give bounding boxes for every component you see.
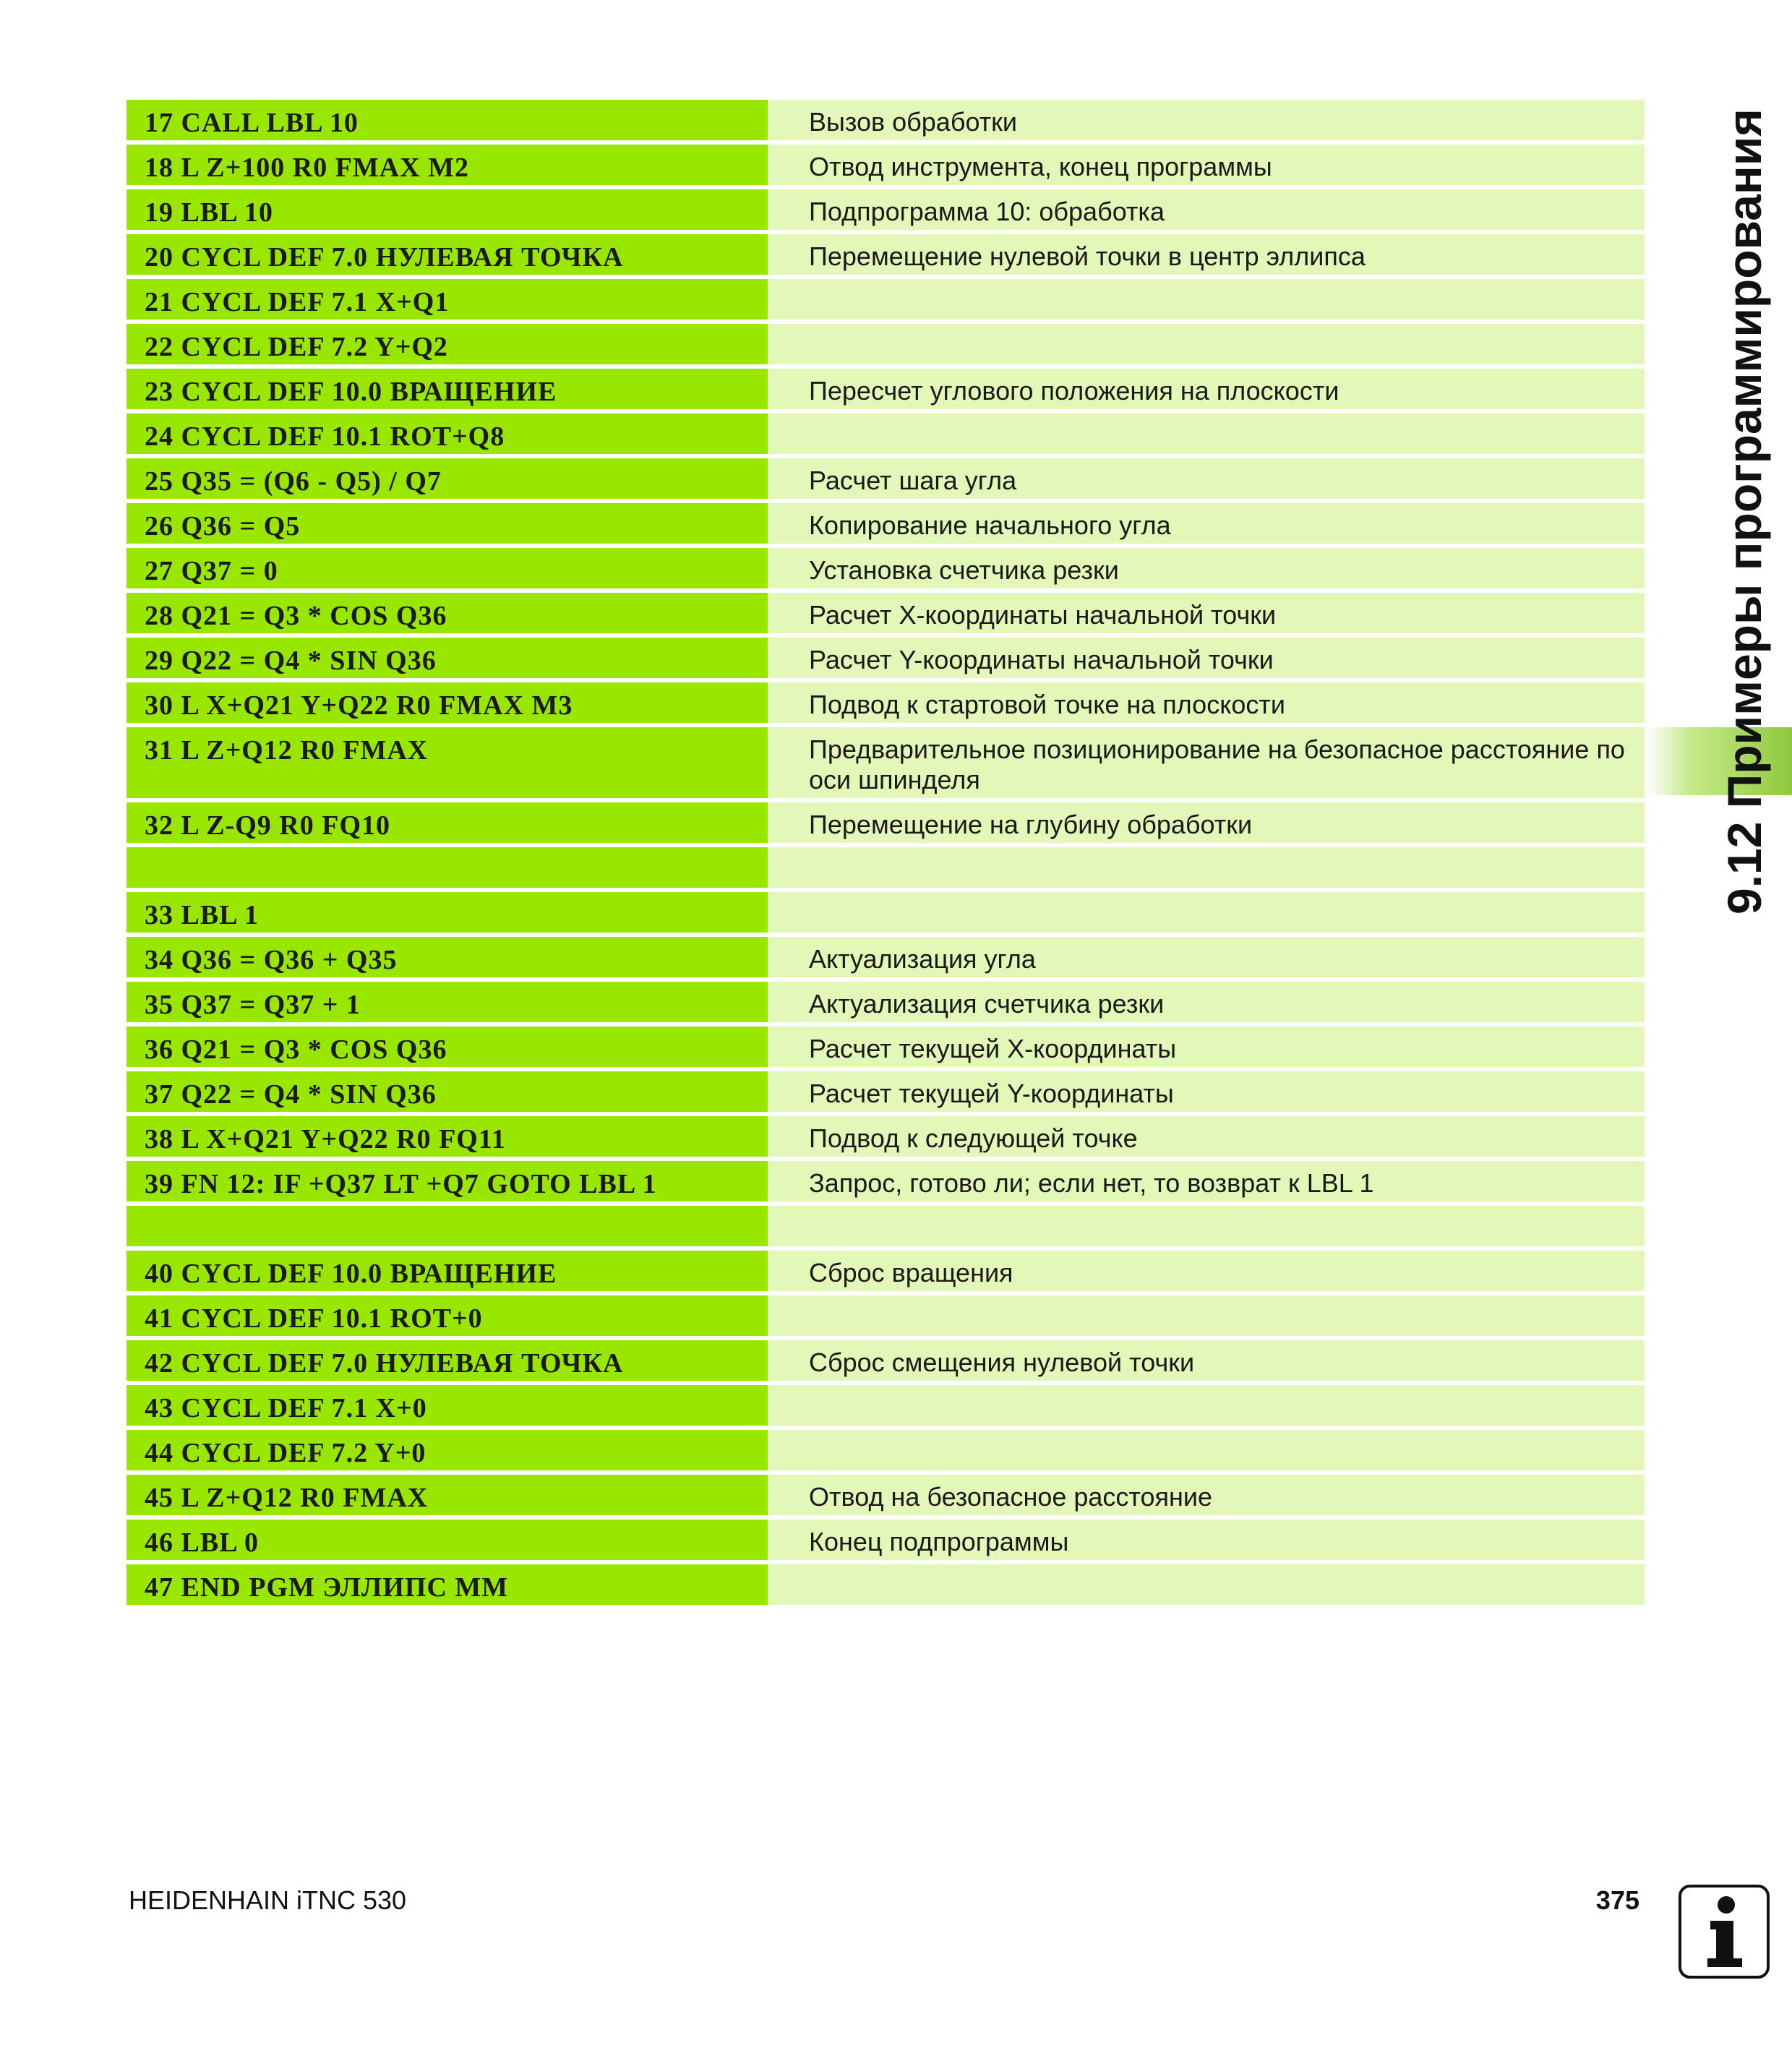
description-cell	[768, 414, 1645, 454]
table-row	[127, 1340, 1645, 1381]
nc-code-cell: 33 LBL 1	[127, 892, 768, 933]
nc-code-cell: 25 Q35 = (Q6 - Q5) / Q7	[127, 458, 768, 499]
nc-code-cell: 42 CYCL DEF 7.0 НУЛЕВАЯ ТОЧКА	[127, 1340, 768, 1381]
nc-code-cell: 36 Q21 = Q3 * COS Q36	[127, 1027, 768, 1067]
nc-code-cell: 46 LBL 0	[127, 1520, 768, 1560]
nc-code-cell: 37 Q22 = Q4 * SIN Q36	[127, 1071, 768, 1112]
description-cell: Расчет X-координаты начальной точки	[768, 593, 1645, 633]
table-row	[127, 548, 1645, 588]
nc-code-cell: 32 L Z-Q9 R0 FQ10	[127, 802, 768, 843]
nc-code-cell	[127, 847, 768, 888]
nc-code-cell: 24 CYCL DEF 10.1 ROT+Q8	[127, 414, 768, 454]
description-cell: Расчет шага угла	[768, 458, 1645, 499]
nc-code-cell: 22 CYCL DEF 7.2 Y+Q2	[127, 324, 768, 364]
description-cell	[768, 1430, 1645, 1470]
table-row	[127, 802, 1645, 843]
description-cell: Пересчет углового положения на плоскости	[768, 369, 1645, 409]
table-row	[127, 638, 1645, 678]
description-cell: Сброс смещения нулевой точки	[768, 1340, 1645, 1381]
nc-code-cell: 47 END PGM ЭЛЛИПС MM	[127, 1564, 768, 1605]
description-cell: Расчет Y-координаты начальной точки	[768, 638, 1645, 678]
description-cell: Расчет текущей X-координаты	[768, 1027, 1645, 1067]
description-cell	[768, 279, 1645, 320]
table-row	[127, 1430, 1645, 1470]
description-cell: Отвод на безопасное расстояние	[768, 1475, 1645, 1515]
nc-code-cell: 39 FN 12: IF +Q37 LT +Q7 GOTO LBL 1	[127, 1161, 768, 1201]
table-row	[127, 892, 1645, 933]
program-table	[127, 100, 1645, 1609]
description-cell: Копирование начального угла	[768, 503, 1645, 544]
nc-code-cell: 23 CYCL DEF 10.0 ВРАЩЕНИЕ	[127, 369, 768, 409]
table-row	[127, 1475, 1645, 1515]
description-cell: Предварительное позиционирование на безопасное расстояние по оси шпинделя	[768, 727, 1645, 798]
description-cell: Перемещение на глубину обработки	[768, 802, 1645, 843]
table-row	[127, 1161, 1645, 1201]
nc-code-cell: 38 L X+Q21 Y+Q22 R0 FQ11	[127, 1116, 768, 1157]
nc-code-cell: 41 CYCL DEF 10.1 ROT+0	[127, 1295, 768, 1336]
table-row	[127, 324, 1645, 364]
table-row	[127, 727, 1645, 798]
table-row	[127, 682, 1645, 723]
nc-code-cell: 17 CALL LBL 10	[127, 100, 768, 140]
description-cell	[768, 1206, 1645, 1246]
table-row	[127, 458, 1645, 499]
table-row	[127, 593, 1645, 633]
table-row	[127, 847, 1645, 888]
description-cell: Актуализация счетчика резки	[768, 982, 1645, 1022]
description-cell	[768, 892, 1645, 933]
description-cell	[768, 1385, 1645, 1426]
table-row	[127, 1206, 1645, 1246]
nc-code-cell: 19 LBL 10	[127, 189, 768, 230]
description-cell: Сброс вращения	[768, 1251, 1645, 1291]
description-cell	[768, 1295, 1645, 1336]
nc-code-cell: 26 Q36 = Q5	[127, 503, 768, 544]
table-row	[127, 1251, 1645, 1291]
nc-code-cell: 30 L X+Q21 Y+Q22 R0 FMAX M3	[127, 682, 768, 723]
table-row	[127, 189, 1645, 230]
description-cell: Перемещение нулевой точки в центр эллипса	[768, 234, 1645, 275]
description-cell	[768, 847, 1645, 888]
table-row	[127, 982, 1645, 1022]
table-row	[127, 369, 1645, 409]
table-row	[127, 234, 1645, 275]
nc-code-cell: 28 Q21 = Q3 * COS Q36	[127, 593, 768, 633]
nc-code-cell: 40 CYCL DEF 10.0 ВРАЩЕНИЕ	[127, 1251, 768, 1291]
table-row	[127, 1071, 1645, 1112]
table-row	[127, 503, 1645, 544]
nc-code-cell: 20 CYCL DEF 7.0 НУЛЕВАЯ ТОЧКА	[127, 234, 768, 275]
table-row	[127, 1295, 1645, 1336]
table-row	[127, 1385, 1645, 1426]
table-row	[127, 1027, 1645, 1067]
description-cell	[768, 1564, 1645, 1605]
nc-code-cell: 35 Q37 = Q37 + 1	[127, 982, 768, 1022]
description-cell: Вызов обработки	[768, 100, 1645, 140]
table-row	[127, 145, 1645, 185]
nc-code-cell: 44 CYCL DEF 7.2 Y+0	[127, 1430, 768, 1470]
nc-code-cell: 34 Q36 = Q36 + Q35	[127, 937, 768, 977]
description-cell: Расчет текущей Y-координаты	[768, 1071, 1645, 1112]
table-row	[127, 1116, 1645, 1157]
description-cell	[768, 324, 1645, 364]
chapter-title-text: 9.12 Примеры программирования	[1718, 108, 1771, 914]
description-cell: Актуализация угла	[768, 937, 1645, 977]
description-cell: Запрос, готово ли; если нет, то возврат к LBL 1	[768, 1161, 1645, 1201]
description-cell: Отвод инструмента, конец программы	[768, 145, 1645, 185]
table-row	[127, 937, 1645, 977]
nc-code-cell: 29 Q22 = Q4 * SIN Q36	[127, 638, 768, 678]
description-cell: Подвод к стартовой точке на плоскости	[768, 682, 1645, 723]
table-row	[127, 279, 1645, 320]
description-cell: Установка счетчика резки	[768, 548, 1645, 588]
description-cell: Конец подпрограммы	[768, 1520, 1645, 1560]
table-row	[127, 1520, 1645, 1560]
chapter-title	[1717, 90, 1792, 922]
footer-product-name: HEIDENHAIN iTNC 530	[129, 1885, 407, 1915]
nc-code-cell: 27 Q37 = 0	[127, 548, 768, 588]
nc-code-cell: 45 L Z+Q12 R0 FMAX	[127, 1475, 768, 1515]
nc-code-cell: 43 CYCL DEF 7.1 X+0	[127, 1385, 768, 1426]
nc-code-cell: 31 L Z+Q12 R0 FMAX	[127, 727, 768, 798]
description-cell: Подпрограмма 10: обработка	[768, 189, 1645, 230]
page-number: 375	[1595, 1885, 1639, 1915]
table-row	[127, 100, 1645, 140]
description-cell: Подвод к следующей точке	[768, 1116, 1645, 1157]
nc-code-cell: 18 L Z+100 R0 FMAX M2	[127, 145, 768, 185]
info-icon	[1679, 1885, 1770, 1979]
table-row	[127, 1564, 1645, 1605]
nc-code-cell: 21 CYCL DEF 7.1 X+Q1	[127, 279, 768, 320]
nc-code-cell	[127, 1206, 768, 1246]
table-row	[127, 414, 1645, 454]
